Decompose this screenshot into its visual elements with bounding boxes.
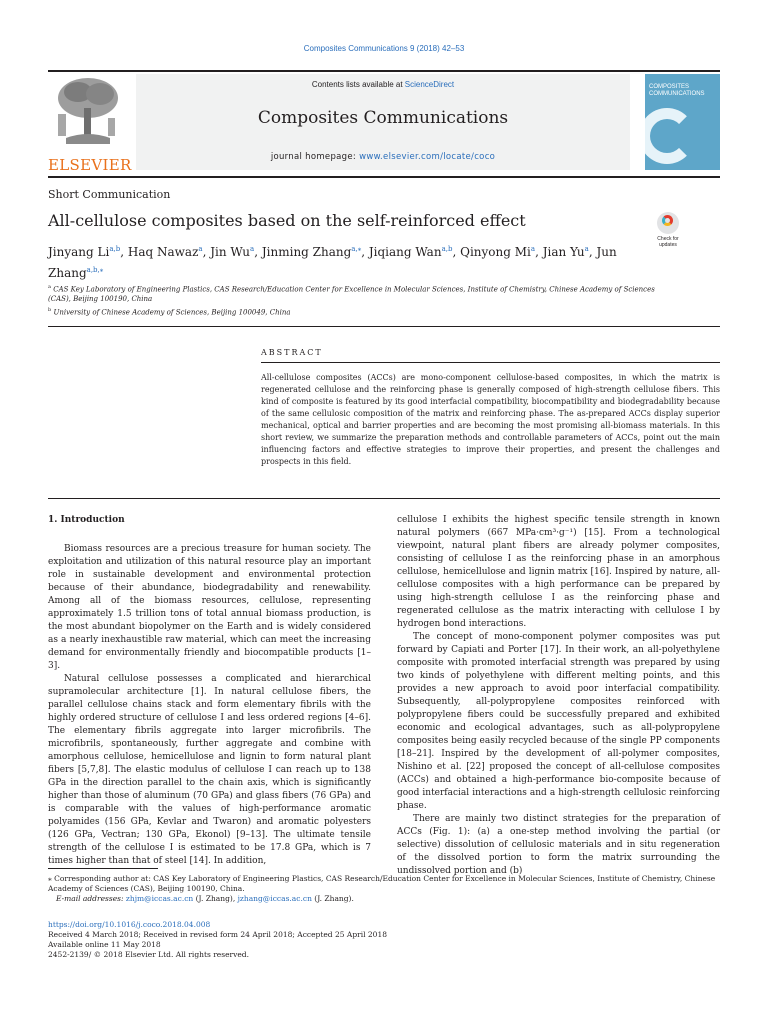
affiliation-b: $^b$ University of Chinese Academy of Sciences, Beijing 100049, China [48,307,291,317]
cover-title: COMPOSITES COMMUNICATIONS [649,84,705,97]
author-affiliation-mark[interactable]: a,b,⁎ [86,266,104,274]
author-list [48,240,648,282]
author-name[interactable]: Jinyang Li [48,245,110,259]
abstract-rule [261,362,720,363]
crossmark-label: Check for updates [657,236,679,248]
author-affiliation-mark[interactable]: a [584,245,589,253]
publisher-name: ELSEVIER [48,156,132,174]
author-name[interactable]: Jinming Zhang [261,245,352,259]
author-affiliation-mark[interactable]: a,b [441,245,453,253]
author-separator: , [361,245,369,259]
section-heading: 1. Introduction [48,515,125,525]
homepage-link[interactable]: www.elsevier.com/locate/coco [359,152,496,162]
journal-title: Composites Communications [257,108,509,128]
paragraph: Biomass resources are a precious treasure for human society. The exploitation and utilization of this natural resource play an important role in sustainable development and environmental protection because of their abundance, biodegradability and renewability. Among all of the biomass resources, cellulose, representing approximately 1.5 trillion tons of total annual biomass production, is the most abundant biopolymer on the Earth and is widely considered as a nearly inexhaustible raw material, which can meet the increasing demand for environmentally friendly and biocompatible products [1–3]. [48,544,371,671]
doi-link[interactable]: https://doi.org/10.1016/j.coco.2018.04.008 [48,920,211,929]
homepage-prefix: journal homepage: [270,152,360,162]
journal-cover-image [645,74,720,170]
author-affiliation-mark[interactable]: a,b [109,245,121,253]
author-separator: , [588,245,597,259]
author-name[interactable]: Haq Nawaz [127,245,199,259]
author-separator: , [254,245,262,259]
publication-info [48,920,720,960]
email-link[interactable]: jzhang@iccas.ac.cn [237,894,312,903]
body-column-left [48,514,371,868]
footnote [48,874,720,904]
email-line: E-mail addresses: zhjm@iccas.ac.cn (J. Zhang), jzhang@iccas.ac.cn (J. Zhang). [56,894,354,903]
author-affiliation-mark[interactable]: a [250,245,255,253]
corresponding-author-note: ⁎ Corresponding author at: CAS Key Laboratory of Engineering Plastics, CAS Research/Education Center for Excellence in Molecular Sciences, Institute of Chemistry, Chinese Academy of Sciences (CAS), Beijing 100190, China. [48,874,716,893]
author-name[interactable]: Jiqiang Wan [368,245,442,259]
paragraph: Natural cellulose possesses a complicated and hierarchical supramolecular architecture [1]. In natural cellulose fibers, the parallel cellulose chains stack and form elementary fibrils with the highly ordered structure of cellulose I and less ordered regions [4–6]. The elementary fibrils aggregate into larger microfibrils. The microfibrils, spontaneously, further aggregate and combine with amorphous cellulose, hemicellulose and lignin to form natural plant fibers [5,7,8]. The elastic modulus of cellulose I can reach up to 138 GPa in the direction parallel to the chain axis, which is significantly higher than those of aluminum (70 GPa) and glass fibers (76 GPa) and is comparable with the values of high-performance aromatic polyamides (156 GPa, Kevlar and Twaron) and aromatic polyesters (126 GPa, Vectran; 130 GPa, Ekonol) [9–13]. The ultimate tensile strength of the cellulose I is estimated to be 17.8 GPa, which is 7 times higher than that of steel [14]. In addition, [48,674,371,866]
affiliation-a: $^a$ CAS Key Laboratory of Engineering Plastics, CAS Research/Education Center for Excellence in Molecular Sciences, Institute of Chemistry, Chinese Academy of Sciences (CAS), Beijing 100190, China [48,284,655,304]
author-name[interactable]: Jun Zhang [48,245,617,280]
author-separator: , [452,245,461,259]
sciencedirect-link[interactable]: ScienceDirect [404,80,455,89]
author-separator: , [120,245,128,259]
author-affiliation-mark[interactable]: a [198,245,203,253]
masthead-top-rule [48,70,720,72]
article-title: All-cellulose composites based on the self-reinforced effect [48,211,526,230]
contents-line [136,80,630,89]
author-affiliation-mark[interactable]: a,⁎ [351,245,362,253]
abstract-heading: ABSTRACT [261,348,323,357]
article-type: Short Communication [48,188,171,201]
crossmark-icon [657,212,679,234]
homepage-line [136,152,630,162]
author-separator: , [535,245,543,259]
crossmark-button[interactable] [650,212,686,252]
masthead-bottom-rule [48,176,720,178]
received-dates: Received 4 March 2018; Received in revised form 24 April 2018; Accepted 25 April 2018 [48,930,387,939]
abstract-separator [48,498,720,499]
cover-arc-shape [645,108,695,164]
body-column-right [397,514,720,878]
elsevier-logo [48,74,132,174]
header-separator [48,326,720,327]
contents-prefix: Contents lists available at [311,80,405,89]
author-affiliation-mark[interactable]: a [530,245,536,253]
footnote-rule [48,868,158,869]
copyright: 2452-2139/ © 2018 Elsevier Ltd. All rights reserved. [48,950,249,959]
paragraph: The concept of mono-component polymer composites was put forward by Capiati and Porter [17]. In their work, an all-polyethylene composite with promoted interfacial strength was prepared by using two kinds of polyethylene with different melting points, and this provides a new approach to avoid poor interfacial compatibility. Subsequently, all-polypropylene composites reinforced with polypropylene fibers could be successfully prepared and exhibited economic and ecological advantages, such as all-polypropylene composites being easily recycled because of the single PP components [18–21]. Inspired by the development of all-polymer composites, Nishino et al. [22] proposed the concept of all-cellulose composites (ACCs) and obtained a high-performance bio-composite because of good interfacial interactions and a high-strength cellulosic reinforcing phase. [397,632,720,811]
author-name[interactable]: Qinyong Mi [460,245,531,259]
abstract-text: All-cellulose composites (ACCs) are mono-component cellulose-based composites, in which the matrix is regenerated cellulose and the reinforcing phase is generally composed of high-strength cellulose fibers. This kind of composite is featured by its good interfacial compatibility, biocompatibility and biodegradability because of the same cellulosic composition of the matrix and reinforcing phase. The as-prepared ACCs display superior mechanical, optical and barrier properties and are becoming the most promising all-biomass materials. In this short review, we summarize the preparation methods and controllable parameters of ACCs, point out the main influencing factors and effective strategies to improve their properties, and present the challenges and prospects in this field. [261,373,720,466]
elsevier-tree-icon [48,74,128,150]
journal-reference[interactable]: Composites Communications 9 (2018) 42–53 [303,44,465,53]
author-name[interactable]: Jian Yu [542,245,585,259]
available-online: Available online 11 May 2018 [48,940,161,949]
author-separator: , [202,245,211,259]
email-link[interactable]: zhjm@iccas.ac.cn [125,894,194,903]
author-name[interactable]: Jin Wu [210,245,251,259]
paragraph: There are mainly two distinct strategies for the preparation of ACCs (Fig. 1): (a) a one-step method involving the partial (or selective) dissolution of cellulosic materials and in situ regeneration of the dissolved portion to form the matrix surrounding the undissolved portion and (b) [397,814,720,876]
paragraph: cellulose I exhibits the highest specific tensile strength in known natural polymers (667 MPa·cm³·g⁻¹) [15]. From a technological viewpoint, natural plant fibers are already polymer composites, consisting of cellulose I as the reinforcing phase in an amorphous cellulose, hemicellulose and lignin matrix [16]. Inspired by nature, all-cellulose composites with a high performance can be prepared by using high-strength cellulose I as the reinforcing phase and regenerated cellulose as the matrix interacting with cellulose I by hydrogen bond interactions. [397,515,720,629]
